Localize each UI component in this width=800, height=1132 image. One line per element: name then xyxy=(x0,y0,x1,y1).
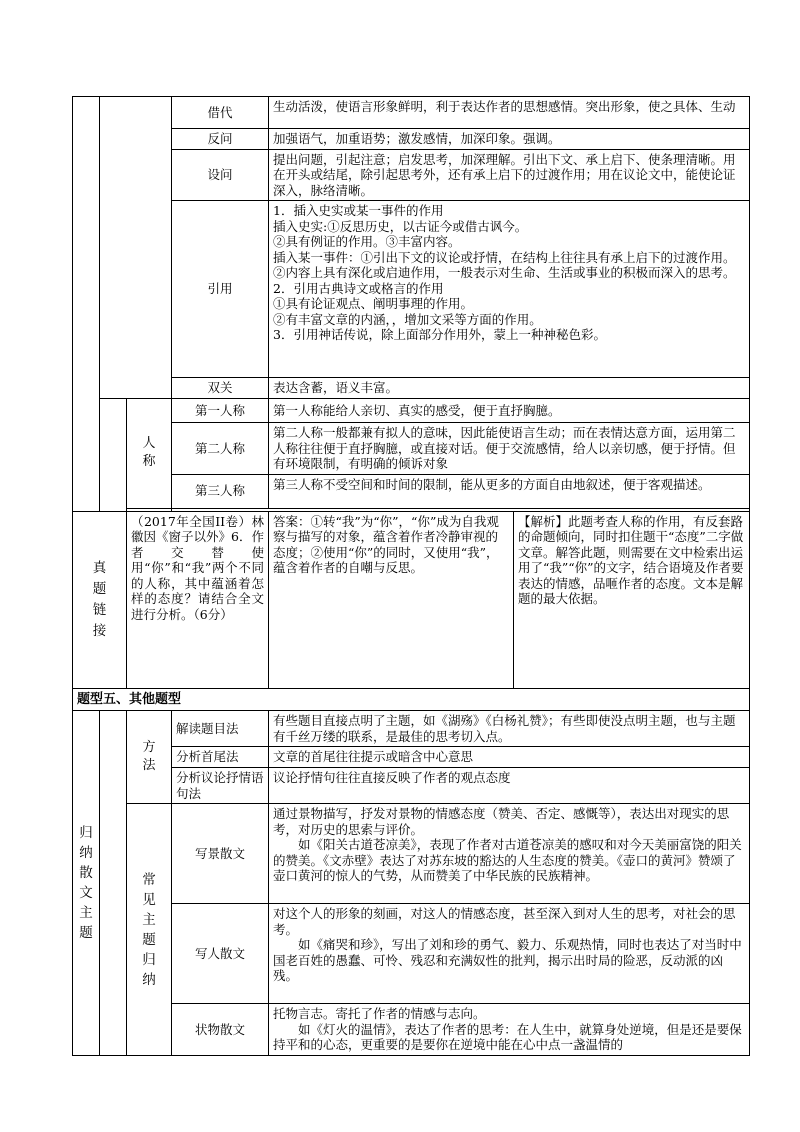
quote-line: 2．引用古典诗文或格言的作用 xyxy=(273,280,444,296)
quote-line: ②有丰富文章的内涵，，增加文采等方面的作用。 xyxy=(273,311,542,327)
desc-cell: 第三人称不受空间和时间的限制，能从更多的方面自由地叙述，便于客观描述。 xyxy=(269,474,750,508)
term-cell: 借代 xyxy=(172,97,269,129)
theme-para: 如《痛哭和珍》，写出了刘和珍的勇气、毅力、乐观热情，同时也表达了对当时中国老百姓的愚蠢、可怜、残忍和充满奴性的批判，揭示出时局的险恶，反动派的凶残。 xyxy=(273,937,742,983)
term-cell: 双关 xyxy=(172,378,269,399)
table-row xyxy=(73,511,750,688)
blank-cell xyxy=(100,399,127,512)
theme-label-text: 常见主题归纳 xyxy=(142,871,156,988)
term-cell: 第一人称 xyxy=(172,399,269,423)
term-cell: 引用 xyxy=(172,201,269,378)
table-row xyxy=(73,768,750,804)
method-name: 解读题目法 xyxy=(172,711,269,747)
theme-name: 状物散文 xyxy=(172,1004,269,1056)
table-row xyxy=(73,399,750,423)
theme-para: 托物言志。寄托了作者的情感与志向。 xyxy=(273,1006,486,1021)
term-cell: 第二人称 xyxy=(172,423,269,475)
method-label xyxy=(127,711,172,804)
theme-name: 写景散文 xyxy=(172,804,269,904)
method-desc: 文章的首尾往往提示或暗含中心意思 xyxy=(269,747,750,768)
theme-name: 写人散文 xyxy=(172,904,269,1004)
analysis-cell: 【解析】此题考查人称的作用，有反套路的命题倾向，同时扣住题干“态度”二字做文章。解答此题，则需要在文中检索出运用了“我”“你”的文字，结合语境及作者要表达的情感，品咂作者的态度。文本是解题的最大依据。 xyxy=(514,511,750,688)
quote-line: 插入史实:①反思历史，以古证今或借古讽今。 xyxy=(273,218,528,234)
zhenti-label-text: 真题链接 xyxy=(92,559,107,639)
desc-cell: 生动活泼，使语言形象鲜明，利于表达作者的思想感情。突出形象，使之具体、生动 xyxy=(269,97,750,129)
table-row xyxy=(73,149,750,201)
desc-cell: 第二人称一般都兼有拟人的意味，因此能使语言生动；而在表情达意方面，运用第二人称往往便于直抒胸臆，或直接对话。便于交流感情，给人以亲切感，便于抒情。但有环境限制，有明确的倾诉对象 xyxy=(269,423,750,475)
main-label-text: 归纳散文主题 xyxy=(79,825,93,941)
method-desc: 议论抒情句往往直接反映了作者的观点态度 xyxy=(269,768,750,804)
theme-para: 对这个人的形象的刻画，对这人的情感态度，甚至深入到对人生的思考，对社会的思考。 xyxy=(273,906,736,937)
quote-line: 3．引用神话传说，除上面部分作用外，蒙上一种神秘色彩。 xyxy=(273,327,606,342)
theme-desc xyxy=(269,904,750,1004)
method-desc: 有些题目直接点明了主题，如《湖殇》《白杨礼赞》；有些即使没点明主题，也与主题有千丝万缕的联系，是最佳的思考切入点。 xyxy=(269,711,750,747)
table-row xyxy=(73,201,750,378)
question-cell: （2017年全国II卷）林徽因《窗子以外》6．作者交替使用“你”和“我”两个不同的人称，其中蕴涵着怎样的态度？请结合全文进行分析。（6分） xyxy=(127,511,269,688)
theme-desc xyxy=(269,804,750,904)
theme-label xyxy=(127,804,172,1056)
desc-cell xyxy=(269,201,750,378)
theme-para: 通过景物描写，抒发对景物的情感态度（赞美、否定、感慨等），表达出对现实的思考，对历史的思索与评价。 xyxy=(273,806,730,837)
main-label xyxy=(73,711,100,1056)
outer-column-cell xyxy=(73,97,100,512)
method-name: 分析首尾法 xyxy=(172,747,269,768)
zhenti-label xyxy=(73,511,127,688)
answer-cell: 答案：①转“我”为“你”，“你”成为自我观察与描写的对象，蕴含着作者冷静审视的态度；②使用“你”的同时，又使用“我”，蕴含着作者的自嘲与反思。 xyxy=(269,511,514,688)
table-row xyxy=(73,804,750,904)
term-cell: 设问 xyxy=(172,149,269,201)
quote-line: ①具有论证观点、阐明事理的作用。 xyxy=(273,296,474,311)
term-cell: 反问 xyxy=(172,129,269,150)
person-label xyxy=(127,399,172,509)
quote-line: 1．插入史实或某一事件的作用 xyxy=(273,203,444,218)
theme-desc xyxy=(269,1004,750,1056)
table-row xyxy=(73,904,750,1004)
theme-para: 如《灯火的温情》，表达了作者的思考：在人生中，就算身处逆境，但是还是要保持平和的心态，更重要的是要你在逆境中能在心中点一盏温情的 xyxy=(273,1021,742,1052)
table-row xyxy=(73,688,750,711)
quote-line: ②内容上具有深化或启迪作用，一般表示对生命、生活或事业的积极而深入的思考。 xyxy=(273,265,736,280)
table-row xyxy=(73,378,750,399)
table-row xyxy=(73,474,750,508)
blank-cell xyxy=(100,711,127,1056)
term-cell: 第三人称 xyxy=(172,474,269,508)
method-name: 分析议论抒情语句法 xyxy=(172,768,269,804)
page xyxy=(72,96,749,1056)
table-row xyxy=(73,129,750,150)
desc-cell: 提出问题，引起注意；启发思考，加深理解。引出下文、承上启下、使条理清晰。用在开头或结尾，除引起思考外，还有承上启下的过渡作用；用在议论文中，能使论证深入，脉络清晰。 xyxy=(269,149,750,201)
table-row xyxy=(73,711,750,747)
content-table xyxy=(72,96,750,1056)
table-row xyxy=(73,97,750,129)
group-label-cell xyxy=(100,97,172,399)
table-row xyxy=(73,1004,750,1056)
desc-cell: 加强语气，加重语势；激发感情，加深印象。强调。 xyxy=(269,129,750,150)
method-label-text: 方法 xyxy=(142,740,156,773)
table-row xyxy=(73,747,750,768)
quote-line: 插入某一事件：①引出下文的议论或抒情，在结构上往往具有承上启下的过渡作用。 xyxy=(273,249,736,265)
person-label-text: 人称 xyxy=(142,436,156,470)
quote-line: ②具有例证的作用。③丰富内容。 xyxy=(273,234,461,249)
theme-para: 如《阳关古道苍凉美》，表现了作者对古道苍凉美的感叹和对今天美丽富饶的阳关的赞美。《文赤壁》表达了对苏东坡的豁达的人生态度的赞美。《壶口的黄河》赞颂了壶口黄河的惊人的气势，从而赞美了中华民族的民族精神。 xyxy=(273,837,742,883)
section-title: 题型五、其他题型 xyxy=(73,688,750,711)
table-row xyxy=(73,423,750,475)
desc-cell: 第一人称能给人亲切、真实的感受，便于直抒胸臆。 xyxy=(269,399,750,423)
desc-cell: 表达含蓄，语义丰富。 xyxy=(269,378,750,399)
